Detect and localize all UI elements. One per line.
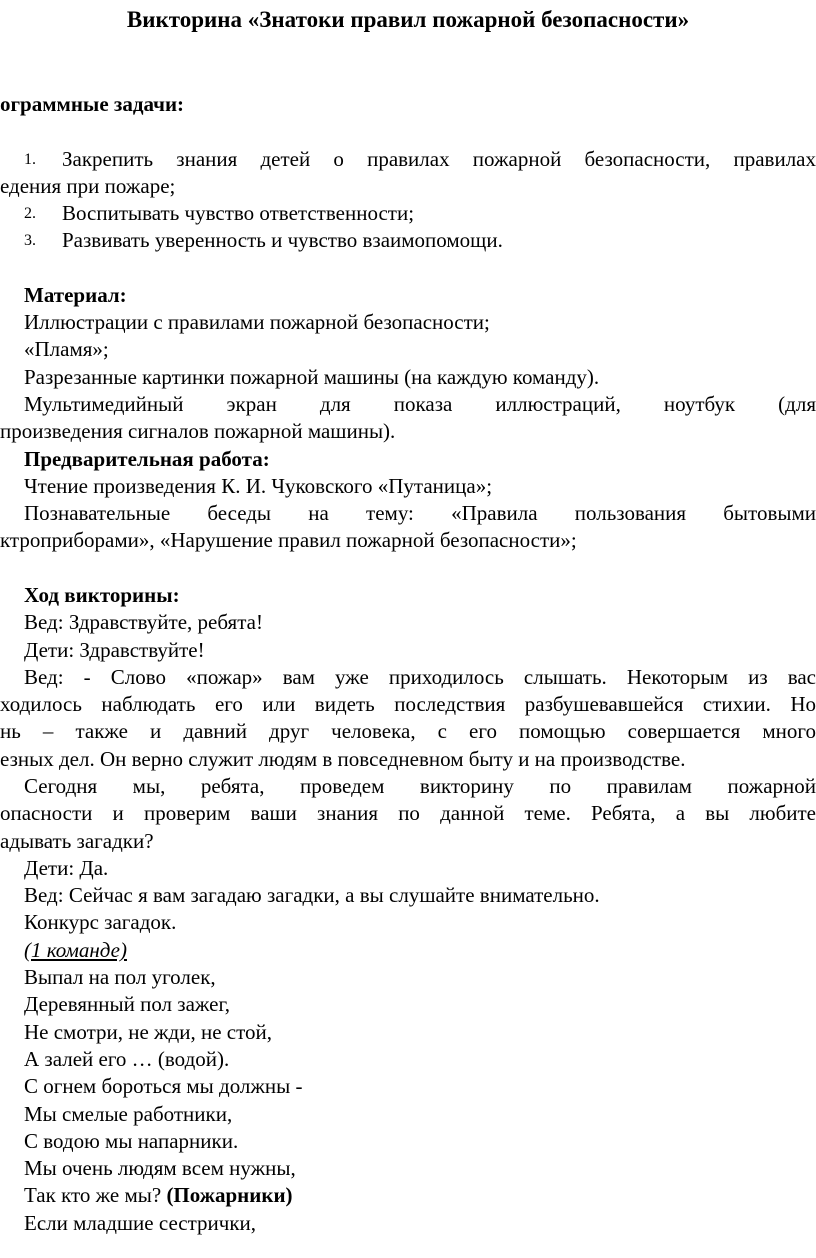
riddle-line: Если младшие сестрички, <box>24 1211 257 1235</box>
course-line: Сегодня мы, ребята, проведем викторину по правилам пожарной <box>24 774 816 798</box>
material-line: Разрезанные картинки пожарной машины (на каждую команду). <box>24 365 600 389</box>
material-line: «Пламя»; <box>24 337 109 361</box>
task-number: 3. <box>24 232 36 249</box>
course-line: Вед: - Слово «пожар» вам уже приходилось слышать. Некоторым из вас <box>24 665 816 689</box>
riddle-line: Деревянный пол зажег, <box>24 992 230 1016</box>
course-line: езных дел. Он верно служит людям в повседневном быту и на производстве. <box>0 747 686 771</box>
task-item-text: Воспитывать чувство ответственности; <box>62 201 415 225</box>
course-line: адывать загадки? <box>0 829 154 853</box>
task-item-text: Развивать уверенность и чувство взаимопомощи. <box>62 228 503 252</box>
riddle-line: С водою мы напарники. <box>24 1129 239 1153</box>
course-line: нь – также и давний друг человека, с его помощью совершается много <box>0 719 816 743</box>
course-line: Вед: Здравствуйте, ребята! <box>24 610 263 634</box>
page-title: Викторина «Знатоки правил пожарной безопасности» <box>126 7 690 32</box>
task-item-text: Закрепить знания детей о правилах пожарной безопасности, правилах <box>62 147 816 171</box>
course-heading: Ход викторины: <box>24 583 180 607</box>
material-line: Иллюстрации с правилами пожарной безопасности; <box>24 310 490 334</box>
task-number: 2. <box>24 205 36 222</box>
material-line: произведения сигналов пожарной машины). <box>0 419 396 443</box>
course-line: Дети: Здравствуйте! <box>24 638 205 662</box>
course-line: Дети: Да. <box>24 856 109 880</box>
task-number: 1. <box>24 151 36 168</box>
course-line: Конкурс загадок. <box>24 910 177 934</box>
team-label: (1 команде) <box>24 938 127 962</box>
prep-line: ктроприборами», «Нарушение правил пожарной безопасности»; <box>0 528 577 552</box>
riddle-line: Не смотри, не жди, не стой, <box>24 1020 273 1044</box>
task-item-continuation: едения при пожаре; <box>0 174 176 198</box>
riddle-line: Выпал на пол уголек, <box>24 965 216 989</box>
material-heading: Материал: <box>24 283 127 307</box>
prep-heading: Предварительная работа: <box>24 447 270 471</box>
material-line: Мультимедийный экран для показа иллюстраций, ноутбук (для <box>24 392 816 416</box>
riddle-answer-line <box>24 1182 293 1209</box>
riddle-line: С огнем бороться мы должны - <box>24 1074 303 1098</box>
course-line: Вед: Сейчас я вам загадаю загадки, а вы слушайте внимательно. <box>24 883 600 907</box>
tasks-heading: ограммные задачи: <box>0 92 185 116</box>
prep-line: Чтение произведения К. И. Чуковского «Путаница»; <box>24 474 493 498</box>
riddle-answer: (Пожарники) <box>166 1183 293 1207</box>
course-line: опасности и проверим ваши знания по данной теме. Ребята, а вы любите <box>0 801 816 825</box>
riddle-line: Мы смелые работники, <box>24 1102 233 1126</box>
prep-line: Познавательные беседы на тему: «Правила пользования бытовыми <box>24 501 816 525</box>
riddle-line: Мы очень людям всем нужны, <box>24 1156 296 1180</box>
course-line: ходилось наблюдать его или видеть последствия разбушевавшейся стихии. Но <box>0 692 816 716</box>
riddle-question: Так кто же мы? <box>24 1183 167 1207</box>
riddle-line: А залей его … (водой). <box>24 1047 230 1071</box>
